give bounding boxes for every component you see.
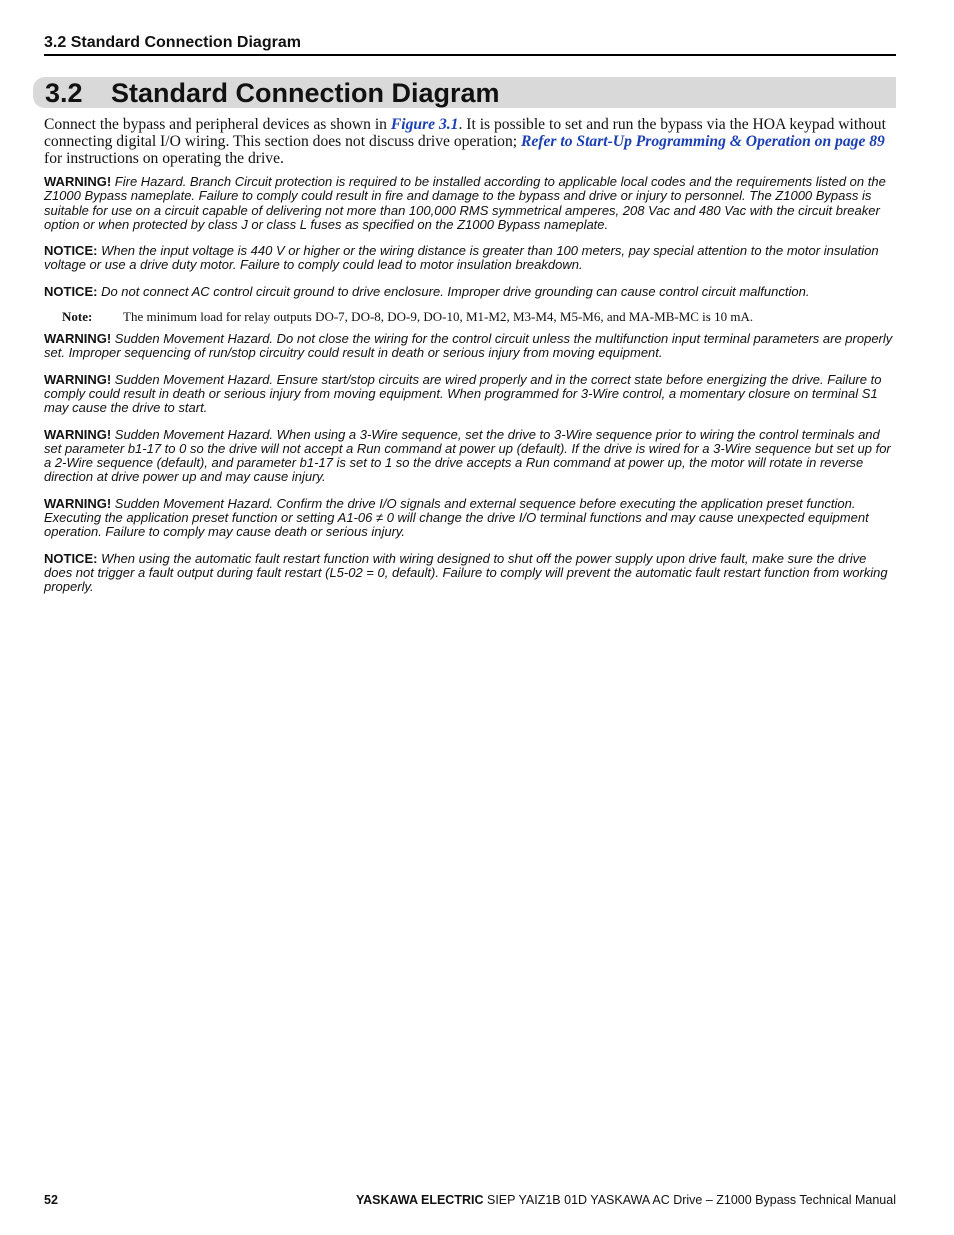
message-label: NOTICE:: [44, 283, 98, 299]
intro-text-1: Connect the bypass and peripheral devices as shown in: [44, 116, 391, 133]
section-number: 3.2: [45, 78, 83, 108]
fire-hazard-warning: [44, 175, 896, 232]
message-text: Sudden Movement Hazard. Confirm the drive I/O signals and external sequence before executing the application preset function. Executing the application preset function or setting A1-06 ≠ 0 will change the drive I/O terminal functions and may cause unexpected equipment operation. Failure to comply may cause death or serious injury.: [44, 495, 869, 540]
intro-text-3: for instructions on operating the drive.: [44, 150, 284, 167]
footer-doc: SIEP YAIZ1B 01D YASKAWA AC Drive – Z1000 Bypass Technical Manual: [483, 1193, 896, 1207]
running-header: [44, 34, 896, 56]
running-title: 3.2 Standard Connection Diagram: [44, 34, 301, 51]
fault-restart-notice: [44, 552, 896, 595]
message-label: NOTICE:: [44, 550, 98, 566]
ground-notice: [44, 285, 896, 299]
three-wire-warning: [44, 428, 896, 485]
relay-load-note: [62, 309, 896, 324]
intro-paragraph: [44, 116, 896, 167]
page-footer: [44, 1193, 896, 1211]
message-text: Do not connect AC control circuit ground to drive enclosure. Improper drive grounding can cause control circuit malfunction.: [97, 283, 810, 299]
message-label: WARNING!: [44, 495, 112, 511]
message-label: WARNING!: [44, 371, 112, 387]
message-text: When using the automatic fault restart function with wiring designed to shut off the power supply upon drive fault, make sure the drive does not trigger a fault output during fault restart (L5-02 = 0, default). Failure to comply will prevent the automatic fault restart function from working properly.: [44, 550, 888, 595]
message-text: Sudden Movement Hazard. Do not close the wiring for the control circuit unless the multifunction input terminal parameters are properly set. Improper sequencing of run/stop circuitry could result in death or serious injury from moving equipment.: [44, 331, 893, 361]
startup-programming-link[interactable]: Refer to Start-Up Programming & Operation on page 89: [520, 133, 885, 150]
message-text: Sudden Movement Hazard. Ensure start/stop circuits are wired properly and in the correct state before energizing the drive. Failure to comply could result in death or serious injury from moving equipment. When programmed for 3-Wire control, a momentary closure on terminal S1 may cause the drive to start.: [44, 371, 882, 416]
intro-text-2: . It is possible to set and run the bypass via the HOA keypad without connecting digital I/O wiring. This section does not discuss drive operation;: [44, 116, 886, 150]
message-text: When the input voltage is 440 V or higher or the wiring distance is greater than 100 meters, pay special attention to the motor insulation voltage or use a drive duty motor. Failure to comply could lead to motor insulation breakdown.: [44, 243, 879, 273]
footer-document-title: [356, 1193, 896, 1207]
message-label: WARNING!: [44, 426, 112, 442]
application-preset-warning: [44, 497, 896, 540]
control-wiring-warning: [44, 332, 896, 361]
footer-brand: YASKAWA ELECTRIC: [355, 1193, 484, 1207]
page-number: 52: [44, 1193, 58, 1207]
message-label: WARNING!: [44, 331, 112, 347]
start-stop-warning: [44, 373, 896, 416]
note-label: Note:: [62, 309, 93, 325]
figure-3-1-link[interactable]: Figure 3.1: [390, 116, 459, 133]
motor-insulation-notice: [44, 244, 896, 273]
message-text: Sudden Movement Hazard. When using a 3-Wire sequence, set the drive to 3-Wire sequence prior to wiring the control terminals and set parameter b1-17 to 0 so the drive will not accept a Run command at power up (default). If the drive is wired for a 3-Wire sequence but set up for a 2-Wire sequence (default), and parameter b1-17 is set to 1 so the drive accepts a Run command at power up, the motor will rotate in reverse direction at drive power up and may cause injury.: [44, 426, 891, 485]
message-label: WARNING!: [44, 174, 112, 189]
note-text: The minimum load for relay outputs DO-7, DO-8, DO-9, DO-10, M1-M2, M3-M4, M5-M6, and MA-MB-MC is 10 mA.: [123, 309, 754, 325]
section-heading: [33, 77, 896, 108]
message-text: Fire Hazard. Branch Circuit protection is required to be installed according to applicable local codes and the requirements listed on the Z1000 Bypass nameplate. Failure to comply could result in fire and damage to the bypass and drive or injury to personnel. The Z1000 Bypass is suitable for use on a circuit capable of delivering not more than 100,000 RMS symmetrical amperes, 208 Vac and 480 Vac with the circuit breaker option or when protected by class J or class L fuses as specified on the Z1000 Bypass nameplate.: [44, 174, 886, 232]
page-content: [44, 116, 896, 607]
section-title: Standard Connection Diagram: [111, 78, 500, 108]
message-label: NOTICE:: [44, 243, 98, 259]
